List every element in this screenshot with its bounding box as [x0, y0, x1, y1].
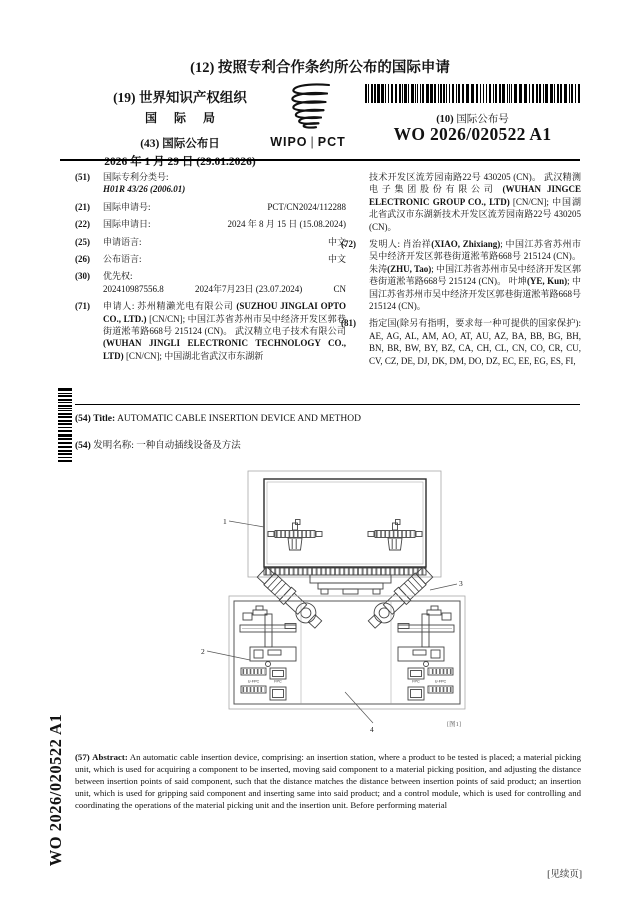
ipc-class: H01R 43/26 (2006.01) [103, 184, 186, 195]
designated-states-item: (81) 指定国(除另有指明，要求每一种可提供的国家保护): AE, AG, AL, AM, AO, AT, AU, AZ, BA, BB, BG, BH, BN, BR, BW, BY, BZ, CA, CH, CL, CN, CO, CR, CU, CV, CZ, DE, DJ, DK, DM, DO, DZ, EC, EE, EG, ES, FI, [341, 318, 581, 366]
station-label-ufpc-right: U-FPC [434, 679, 447, 684]
application-number: PCT/CN2024/112288 [267, 201, 346, 212]
priority-item: (30) 优先权: 202410987556.8 2024年7月23日 (23.07.2024) CN [75, 271, 346, 294]
station-label-fpc-left: FPC [274, 679, 282, 684]
title-chinese: (54) 发明名称: 一种自动插线设备及方法 [75, 441, 241, 451]
pub-date-label: (43) 国际公布日 [140, 138, 220, 150]
abstract: (57) Abstract: An automatic cable insertion device, comprising: an insertion station, where a product to be tested is placed; a material picking unit, which is used for acquiring a component to be inserted, moving said component to a material picking position, and adjusting the distance between insertion points of said component, such that the distance matches the distance between insertion points of said product; an insertion unit, which is used for gripping said component and inserting same into said product; and a control module, which is used for controlling and coordinating the operations of the material picking unit and the insertion unit. Before performing material [75, 752, 581, 810]
inid-57: (57) [75, 752, 90, 762]
priority-number: 202410987556.8 [103, 283, 164, 294]
figure-ref-2: 2 [201, 647, 205, 656]
application-number-item: (21) 国际申请号: PCT/CN2024/112288 [75, 201, 346, 212]
inid-43: (43) [140, 138, 160, 150]
figure-caption: [图1] [447, 721, 462, 728]
header-rule [60, 159, 580, 161]
figure-ref-3: 3 [459, 579, 463, 588]
figure-1-container [168, 464, 480, 764]
designated-states-text: 指定国(除另有指明，要求每一种可提供的国家保护): AE, AG, AL, AM, AO, AT, AU, AZ, BA, BB, BG, BH, BN, BR, BW, BY, BZ, CA, CH, CL, CN, CO, CR, CU, CV, CZ, DE, DJ, DK, DM, DO, DZ, EC, EE, EG, ES, FI, [369, 318, 581, 366]
biblio-right-column [341, 171, 581, 372]
applicants-item: (71) 申请人: 苏州精濑光电有限公司 (SUZHOU JINGLAI OPTO CO., LTD.) [CN/CN]; 中国江苏省苏州市吴中经济开发区郭巷街道淞苇路668号 215124 (CN)。 武汉精立电子技术有限公司(WUHAN JINGLI ELECTRONIC TECHNOLOGY CO., LTD) [CN/CN]; 中国湖北省武汉市东湖新 [75, 301, 346, 361]
wipo-logo [266, 82, 350, 149]
biblio-left-column [75, 171, 346, 367]
title-rule [75, 404, 580, 405]
filing-date-item: (22) 国际申请日: 2024 年 8 月 15 日 (15.08.2024) [75, 219, 346, 230]
org-name: (19) 世界知识产权组织 [113, 90, 247, 105]
inid-19: (19) [113, 90, 136, 105]
inid-54: (54) [75, 414, 91, 424]
sidebar-publication-number: WO 2026/020522 A1 [46, 713, 65, 867]
issuing-office-block [72, 86, 288, 169]
bureau-name: 国 际 局 [144, 111, 222, 125]
publication-language-item: (26) 公布语言: 中文 [75, 254, 346, 265]
figure-ref-1: 1 [223, 517, 227, 526]
ipc-item: (51) 国际专利分类号: H01R 43/26 (2006.01) [75, 171, 346, 196]
continued-on-next-page: [见续页] [547, 870, 582, 880]
applicants-text: 申请人: 苏州精濑光电有限公司 (SUZHOU JINGLAI OPTO CO., LTD.) [CN/CN]; 中国江苏省苏州市吴中经济开发区郭巷街道淞苇路668号 215124 (CN)。 武汉精立电子技术有限公司(WUHAN JINGLI ELECTRONIC TECHNOLOGY CO., LTD) [CN/CN]; 中国湖北省武汉市东湖新 [103, 301, 346, 361]
applicants-continued: 技术开发区流芳园南路22号 430205 (CN)。 武汉精测电子集团股份有限公司 (WUHAN JINGCE ELECTRONIC GROUP CO., LTD) [CN/CN]; 中国湖北省武汉市东湖新技术开发区流芳园南路22号 430205 (CN)。 [369, 172, 581, 232]
priority-date: 2024年7月23日 (23.07.2024) [194, 283, 303, 294]
abstract-text: An automatic cable insertion device, comprising: an insertion station, where a product to be tested is placed; a material picking unit, which is used for acquiring a component to be inserted, moving said component to a material picking position, and adjusting the distance between insertion points of said component, such that the distance matches the distance between insertion points of said product; an insertion unit, which is used for gripping said component and inserting same into said product; and a control module, which is used for controlling and coordinating the operations of the material picking unit and the insertion unit. Before performing material [75, 752, 581, 810]
station-label-ufpc-left: U-FPC [247, 679, 260, 684]
wipo-pct-wordmark: WIPO | PCT [270, 135, 346, 149]
priority-country: CN [333, 283, 346, 294]
filing-language-item: (25) 申请语言: 中文 [75, 236, 346, 247]
filing-date: 2024 年 8 月 15 日 (15.08.2024) [227, 219, 346, 230]
wipo-swirl-icon [285, 82, 331, 129]
document-type-line: (12) 按照专利合作条约所公布的国际申请 [190, 60, 450, 76]
publication-barcode [365, 84, 580, 103]
pub-no-label: (10) 国际公布号 [436, 114, 509, 125]
side-barcode [58, 388, 72, 462]
inid-10: (10) [436, 114, 454, 125]
inventors-item: (72) 发明人: 肖治祥(XIAO, Zhixiang); 中国江苏省苏州市吴中经济开发区郭巷街道淞苇路668号 215124 (CN)。 朱涛(ZHU, Tao); 中国江苏省苏州市吴中经济开发区郭巷街道淞苇路668号 215124 (CN)。 叶坤(YE, Kun); 中国江苏省苏州市吴中经济开发区郭巷街道淞苇路668号 215124 (CN)。 [341, 239, 581, 312]
figure-ref-4: 4 [370, 725, 374, 734]
patent-figure [168, 464, 480, 764]
pub-date: 2026 年 1 月 29 日 (29.01.2026) [104, 156, 256, 168]
inventors-text: 发明人: 肖治祥(XIAO, Zhixiang); 中国江苏省苏州市吴中经济开发区郭巷街道淞苇路668号 215124 (CN)。 朱涛(ZHU, Tao); 中国江苏省苏州市吴中经济开发区郭巷街道淞苇路668号 215124 (CN)。 叶坤(YE, Kun); 中国江苏省苏州市吴中经济开发区郭巷街道淞苇路668号 215124 (CN)。 [369, 239, 581, 312]
publication-number: WO 2026/020522 A1 [393, 124, 552, 144]
title-english: (54) Title: AUTOMATIC CABLE INSERTION DEVICE AND METHOD [75, 414, 361, 424]
station-label-fpc-right: FPC [412, 679, 420, 684]
